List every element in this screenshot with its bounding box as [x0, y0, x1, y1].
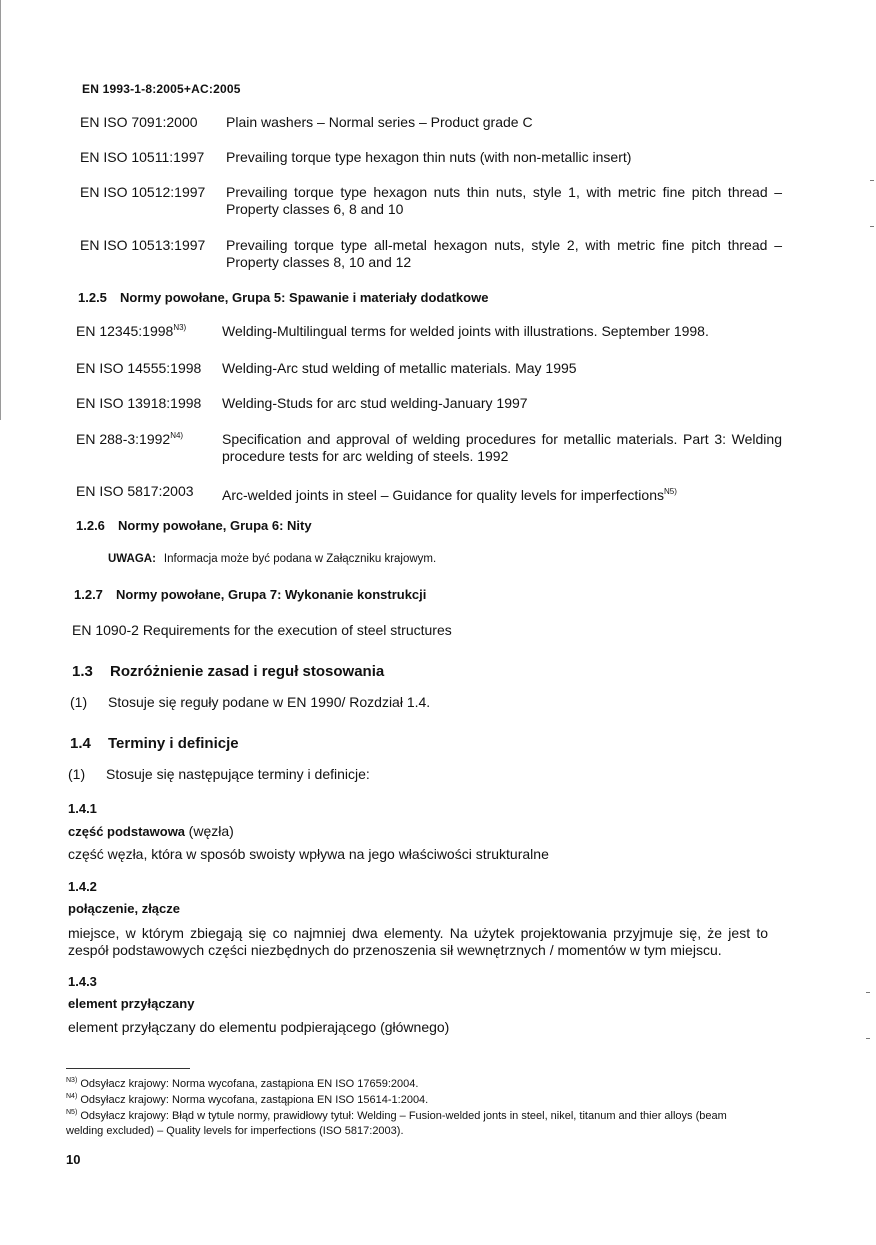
section-heading-1-4: 1.4 Terminy i definicje — [70, 735, 239, 752]
reference-row — [80, 237, 800, 273]
term-name: element przyłączany — [68, 996, 195, 1011]
term-definition: element przyłączany do elementu podpierającego (głównego) — [68, 1019, 450, 1035]
term-number: 1.4.3 — [68, 974, 97, 989]
note — [108, 553, 436, 565]
scan-mark — [870, 180, 874, 181]
term-definition: miejsce, w którym zbiegają się co najmniej dwa elementy. Na użytek projektowania przyjmuje się, że jest to zespół podstawowych części niezbędnych do przenoszenia sił wewnętrznych / momentów w tym miejscu. — [68, 925, 768, 958]
footnote: $^{N5)}$ Odsyłacz krajowy: Błąd w tytule normy, prawidłowy tytuł: Welding – Fusion-welded jonts in steel, nikel, titanum and thier alloys (beam welding excluded) – Quality levels for imperfections (ISO 5817:2003). — [66, 1109, 727, 1137]
standard-code: EN ISO 5817:2003 — [76, 483, 194, 499]
scan-edge-line — [0, 0, 1, 420]
paragraph-1-3-1: (1) Stosuje się reguły podane w EN 1990/ Rozdział 1.4. — [70, 694, 431, 710]
standard-description: Prevailing torque type hexagon thin nuts (with non-metallic insert) — [226, 149, 632, 165]
reference-row — [76, 323, 796, 343]
reference-row — [80, 184, 800, 220]
scan-mark — [870, 226, 874, 227]
section-heading-1-2-5: 1.2.5 Normy powołane, Grupa 5: Spawanie i materiały dodatkowe — [78, 290, 489, 305]
term-definition: część węzła, która w sposób swoisty wpływa na jego właściwości strukturalne — [68, 846, 549, 862]
footnote: $^{N4)}$ Odsyłacz krajowy: Norma wycofana, zastąpiona EN ISO 15614-1:2004. — [66, 1093, 429, 1106]
section-heading-1-2-6: 1.2.6 Normy powołane, Grupa 6: Nity — [76, 518, 312, 533]
reference-row — [76, 431, 796, 467]
reference-row — [80, 149, 800, 169]
scan-mark — [866, 1038, 870, 1039]
note-text: Informacja może być podana w Załączniku krajowym. — [163, 553, 437, 565]
reference-row — [80, 114, 800, 134]
standard-code: EN ISO 13918:1998 — [76, 395, 202, 411]
standard-description: Arc-welded joints in steel – Guidance for quality levels for imperfections$^{N5)}$ — [222, 487, 677, 503]
standard-description: Specification and approval of welding procedures for metallic materials. Part 3: Welding procedure tests for arc welding of steels. 1992 — [222, 431, 782, 464]
footnote: $^{N3)}$ Odsyłacz krajowy: Norma wycofana, zastąpiona EN ISO 17659:2004. — [66, 1077, 419, 1090]
standard-code: EN ISO 10512:1997 — [80, 184, 206, 200]
section-heading-1-2-7: 1.2.7 Normy powołane, Grupa 7: Wykonanie konstrukcji — [74, 587, 427, 602]
section-heading-1-3: 1.3 Rozróżnienie zasad i reguł stosowania — [72, 663, 385, 680]
standard-description: Plain washers – Normal series – Product grade C — [226, 114, 533, 130]
note-label: UWAGA: — [108, 553, 156, 565]
scan-mark — [866, 992, 870, 993]
standard-description: Welding-Multilingual terms for welded joints with illustrations. September 1998. — [222, 323, 709, 339]
term-number: 1.4.1 — [68, 801, 97, 816]
reference-row — [76, 395, 796, 415]
standard-description: Prevailing torque type all-metal hexagon nuts, style 2, with metric fine pitch thread – Property classes 8, 10 and 12 — [226, 237, 782, 270]
standard-code: EN $288-3:1992^{N4)}$ — [76, 431, 184, 447]
reference-row — [76, 483, 796, 503]
standard-description: Welding-Arc stud welding of metallic materials. May 1995 — [222, 360, 577, 376]
standard-description: Prevailing torque type hexagon nuts thin nuts, style 1, with metric fine pitch thread – Property classes 6, 8 and 10 — [226, 184, 782, 217]
term-name: połączenie, złącze — [68, 901, 180, 916]
term-name: część podstawowa (węzła) — [68, 823, 234, 839]
standard-code: EN ISO 7091:2000 — [80, 114, 198, 130]
paragraph-1-4-1: (1) Stosuje się następujące terminy i definicje: — [68, 766, 370, 782]
section-text-1-2-7: EN 1090-2 Requirements for the execution of steel structures — [72, 622, 452, 638]
page-number: 10 — [66, 1152, 81, 1167]
term-number: 1.4.2 — [68, 879, 97, 894]
standard-code: EN $12345:1998^{N3)}$ — [76, 323, 187, 339]
standard-code: EN ISO 10511:1997 — [80, 149, 205, 165]
document-header: EN 1993-1-8:2005+AC:2005 — [82, 82, 241, 96]
standard-code: EN ISO 10513:1997 — [80, 237, 206, 253]
reference-row — [76, 360, 796, 380]
standard-code: EN ISO 14555:1998 — [76, 360, 202, 376]
footnote-separator — [66, 1068, 190, 1069]
standard-description: Welding-Studs for arc stud welding-January 1997 — [222, 395, 528, 411]
